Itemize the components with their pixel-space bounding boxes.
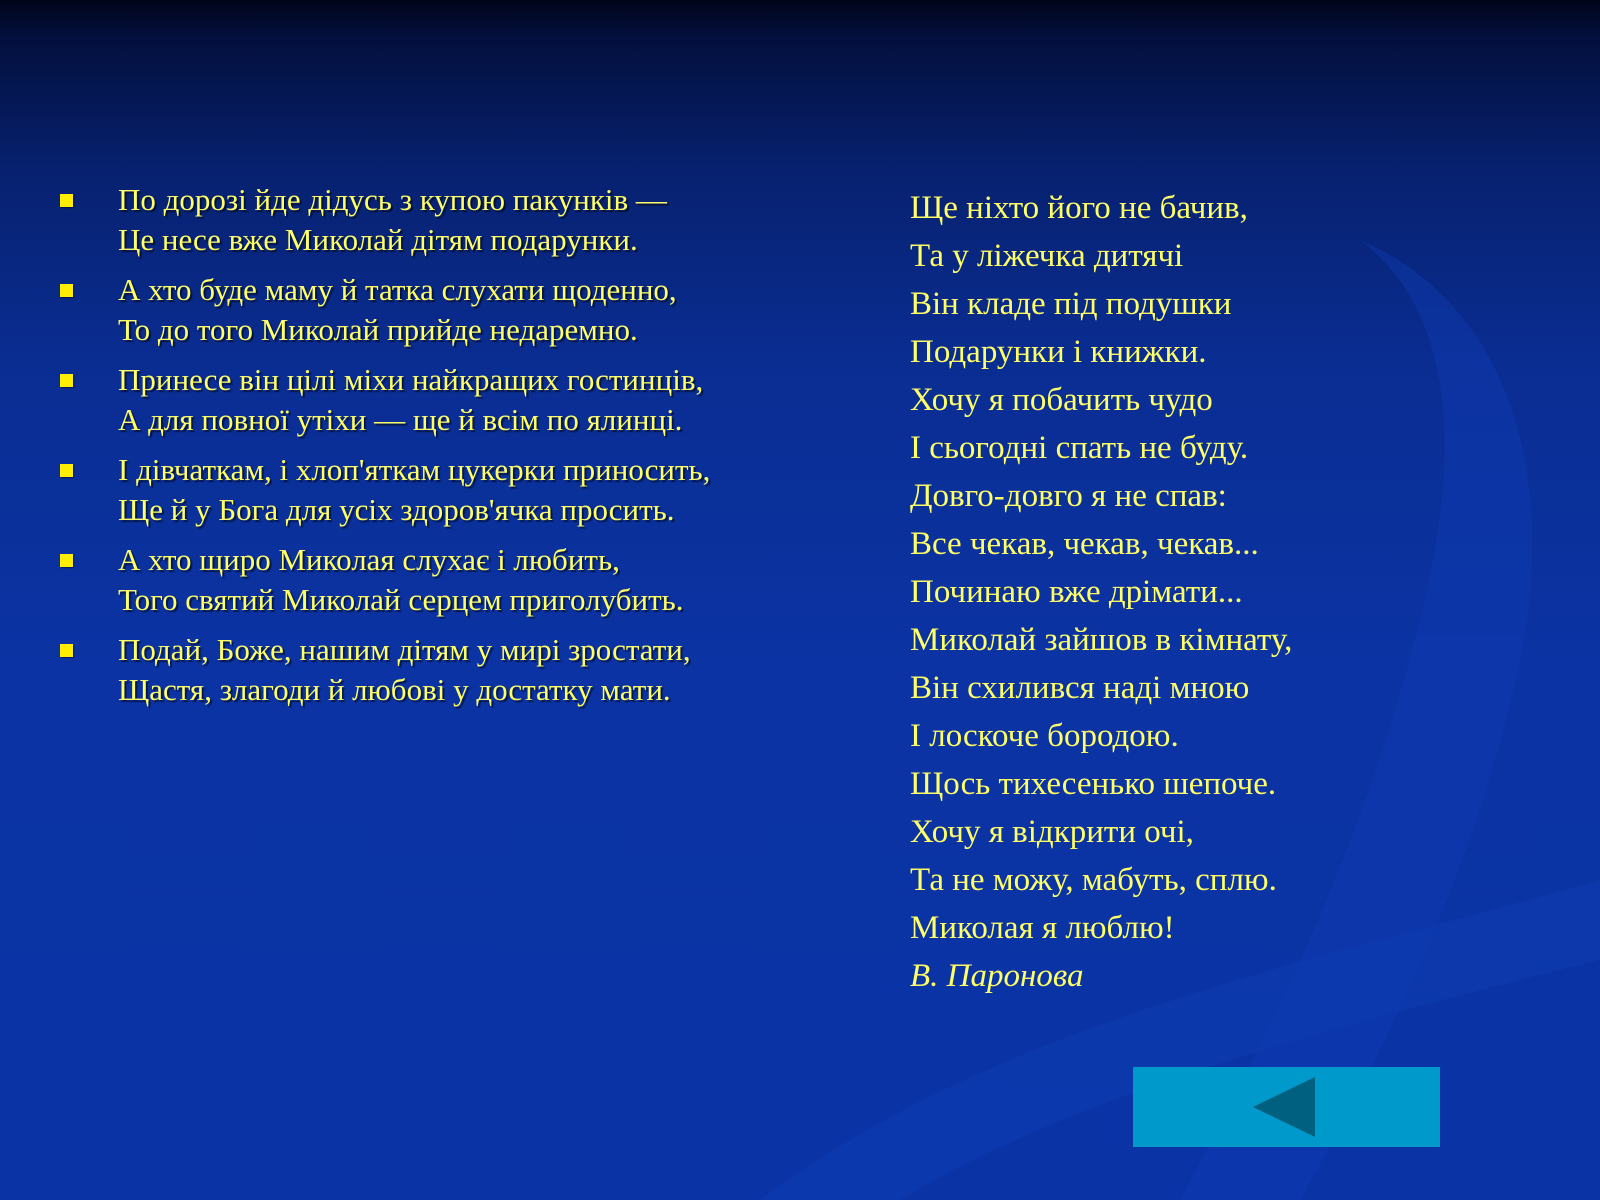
bullet-line: І дівчаткам, і хлоп'яткам цукерки приносить, (118, 452, 711, 487)
bullet-line: Ще й у Бога для усіх здоров'ячка просить. (118, 492, 675, 527)
bullet-line: Принесе він цілі міхи найкращих гостинців, (118, 362, 704, 397)
poem-line: І лоскоче бородою. (910, 718, 1179, 754)
bullet-item (56, 450, 856, 530)
bullet-item (56, 180, 856, 260)
poem-line: Все чекав, чекав, чекав... (910, 526, 1259, 562)
back-arrow-icon (1253, 1077, 1315, 1137)
poem-line: Ще ніхто його не бачив, (910, 190, 1248, 226)
bullet-square-icon (60, 194, 73, 207)
poem-line: Починаю вже дрімати... (910, 574, 1243, 610)
bullet-line: А хто буде маму й татка слухати щоденно, (118, 272, 677, 307)
poem-line: Довго-довго я не спав: (910, 478, 1227, 514)
bullet-square-icon (60, 374, 73, 387)
bullet-square-icon (60, 284, 73, 297)
bullet-item (56, 360, 856, 440)
poem-line: Він схилився наді мною (910, 670, 1250, 706)
poem-line: Миколая я люблю! (910, 910, 1175, 946)
poem-line: Та у ліжечка дитячі (910, 238, 1184, 274)
poem-line: Хочу я відкрити очі, (910, 814, 1194, 850)
back-button[interactable] (1133, 1067, 1440, 1147)
bullet-line: Того святий Миколай серцем приголубить. (118, 582, 684, 617)
poem-line: Подарунки і книжки. (910, 334, 1207, 370)
bullet-item (56, 270, 856, 350)
poem-author: В. Паронова (910, 958, 1084, 994)
poem-line: Та не можу, мабуть, сплю. (910, 862, 1277, 898)
bullet-line: А для повної утіхи — ще й всім по ялинці. (118, 402, 683, 437)
bullet-square-icon (60, 554, 73, 567)
bullet-line: Щастя, злагоди й любові у достатку мати. (118, 672, 671, 707)
bullet-item (56, 630, 856, 710)
poem-line: Миколай зайшов в кімнату, (910, 622, 1293, 658)
bullet-line: То до того Миколай прийде недаремно. (118, 312, 638, 347)
bullet-line: Це несе вже Миколай дітям подарунки. (118, 222, 638, 257)
poem-line: І сьогодні спать не буду. (910, 430, 1249, 466)
bullet-line: По дорозі йде дідусь з купою пакунків — (118, 182, 667, 217)
bullet-list (56, 180, 856, 720)
bullet-square-icon (60, 464, 73, 477)
poem (910, 184, 1550, 1000)
poem-line: Щось тихесенько шепоче. (910, 766, 1277, 802)
poem-line: Хочу я побачить чудо (910, 382, 1213, 418)
bullet-square-icon (60, 644, 73, 657)
bullet-line: А хто щиро Миколая слухає і любить, (118, 542, 620, 577)
bullet-item (56, 540, 856, 620)
poem-line: Він кладе під подушки (910, 286, 1232, 322)
bullet-line: Подай, Боже, нашим дітям у мирі зростати, (118, 632, 691, 667)
